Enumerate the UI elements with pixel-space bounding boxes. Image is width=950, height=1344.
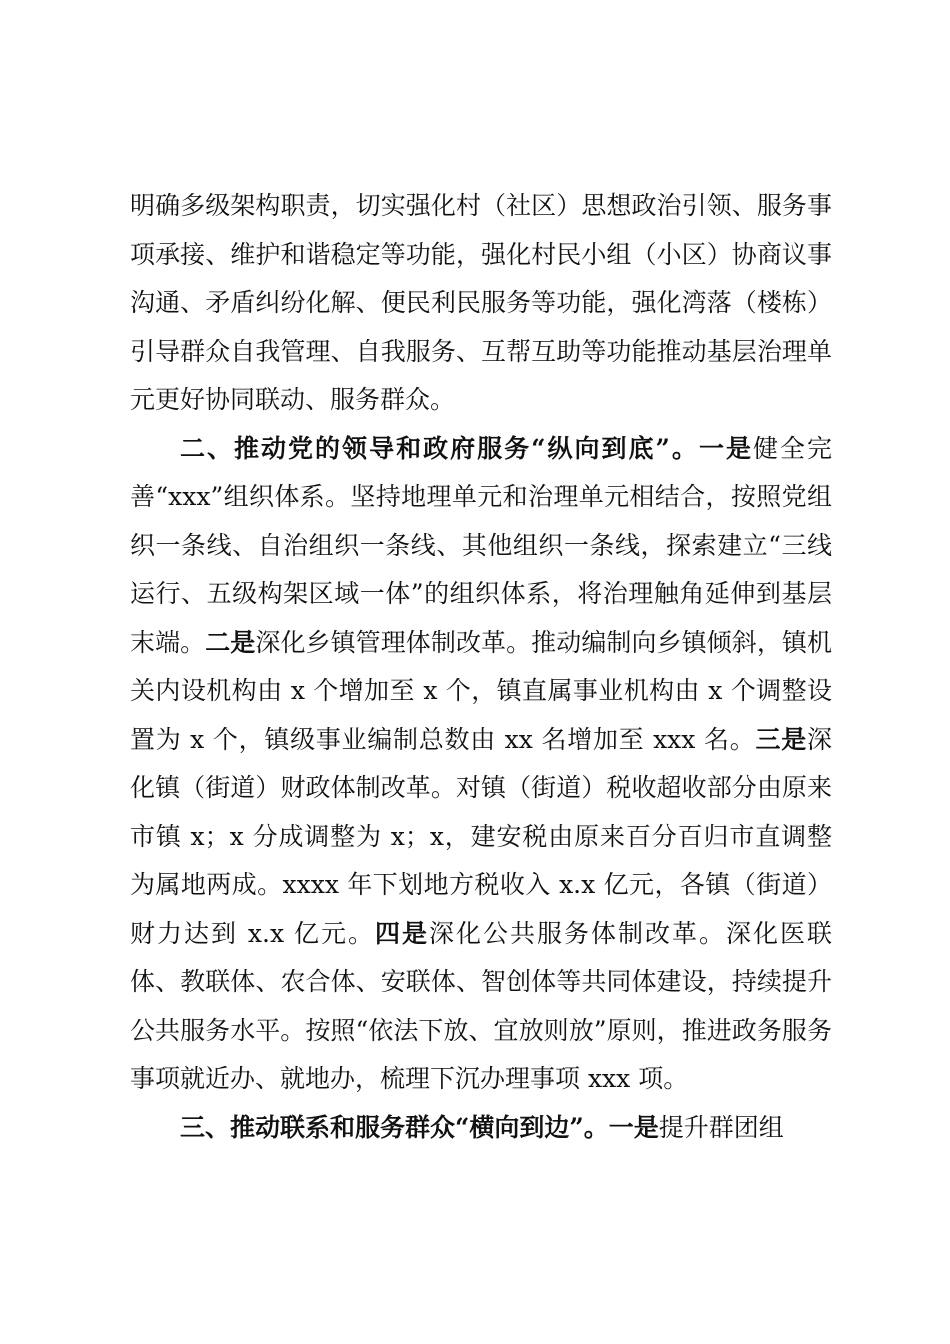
text-segment: 深化镇（街道）财政体制改革。对镇（街道）税收超收部分由原来市镇 x；x 分成调整为 x；x，建安税由原来百分百归市直调整为属地两成。xxxx 年下划地方税收入 x.x 亿元，各镇（街道）财力达到 x.x 亿元。 xyxy=(130,724,832,948)
document-body xyxy=(130,182,832,1152)
paragraph-architecture-duties xyxy=(130,182,832,425)
item-marker-two: 二是 xyxy=(205,627,256,657)
paragraph-section-three xyxy=(130,1104,832,1153)
section-two-heading: 二、推动党的领导和政府服务“纵向到底”。一是 xyxy=(180,433,753,463)
item-marker-four: 四是 xyxy=(375,918,430,948)
text-segment: 明确多级架构职责，切实强化村（社区）思想政治引领、服务事项承接、维护和谐稳定等功能，强化村民小组（小区）协商议事沟通、矛盾纠纷化解、便民利民服务等功能，强化湾落（楼栋）引导群众自我管理、自我服务、互帮互助等功能推动基层治理单元更好协同联动、服务群众。 xyxy=(130,191,832,414)
text-segment: 深化公共服务体制改革。深化医联体、教联体、农合体、安联体、智创体等共同体建设，持续提升公共服务水平。按照“依法下放、宜放则放”原则，推进政务服务事项就近办、就地办，梳理下沉办理事项 xxx 项。 xyxy=(130,918,832,1093)
section-three-heading: 三、推动联系和服务群众“横向到边”。一是 xyxy=(180,1112,659,1142)
item-marker-three: 三是 xyxy=(755,724,807,754)
text-segment: 健全完善“xxx”组织体系。坚持地理单元和治理单元相结合，按照党组织一条线、自治组织一条线、其他组织一条线，探索建立“三线运行、五级构架区域一体”的组织体系，将治理触角延伸到基层末端。 xyxy=(130,433,832,657)
text-segment: 深化乡镇管理体制改革。推动编制向乡镇倾斜，镇机关内设机构由 x 个增加至 x 个，镇直属事业机构由 x 个调整设置为 x 个，镇级事业编制总数由 xx 名增加至 xxx 名。 xyxy=(130,627,832,754)
text-segment: 提升群团组 xyxy=(658,1112,784,1142)
paragraph-section-two xyxy=(130,425,832,1104)
